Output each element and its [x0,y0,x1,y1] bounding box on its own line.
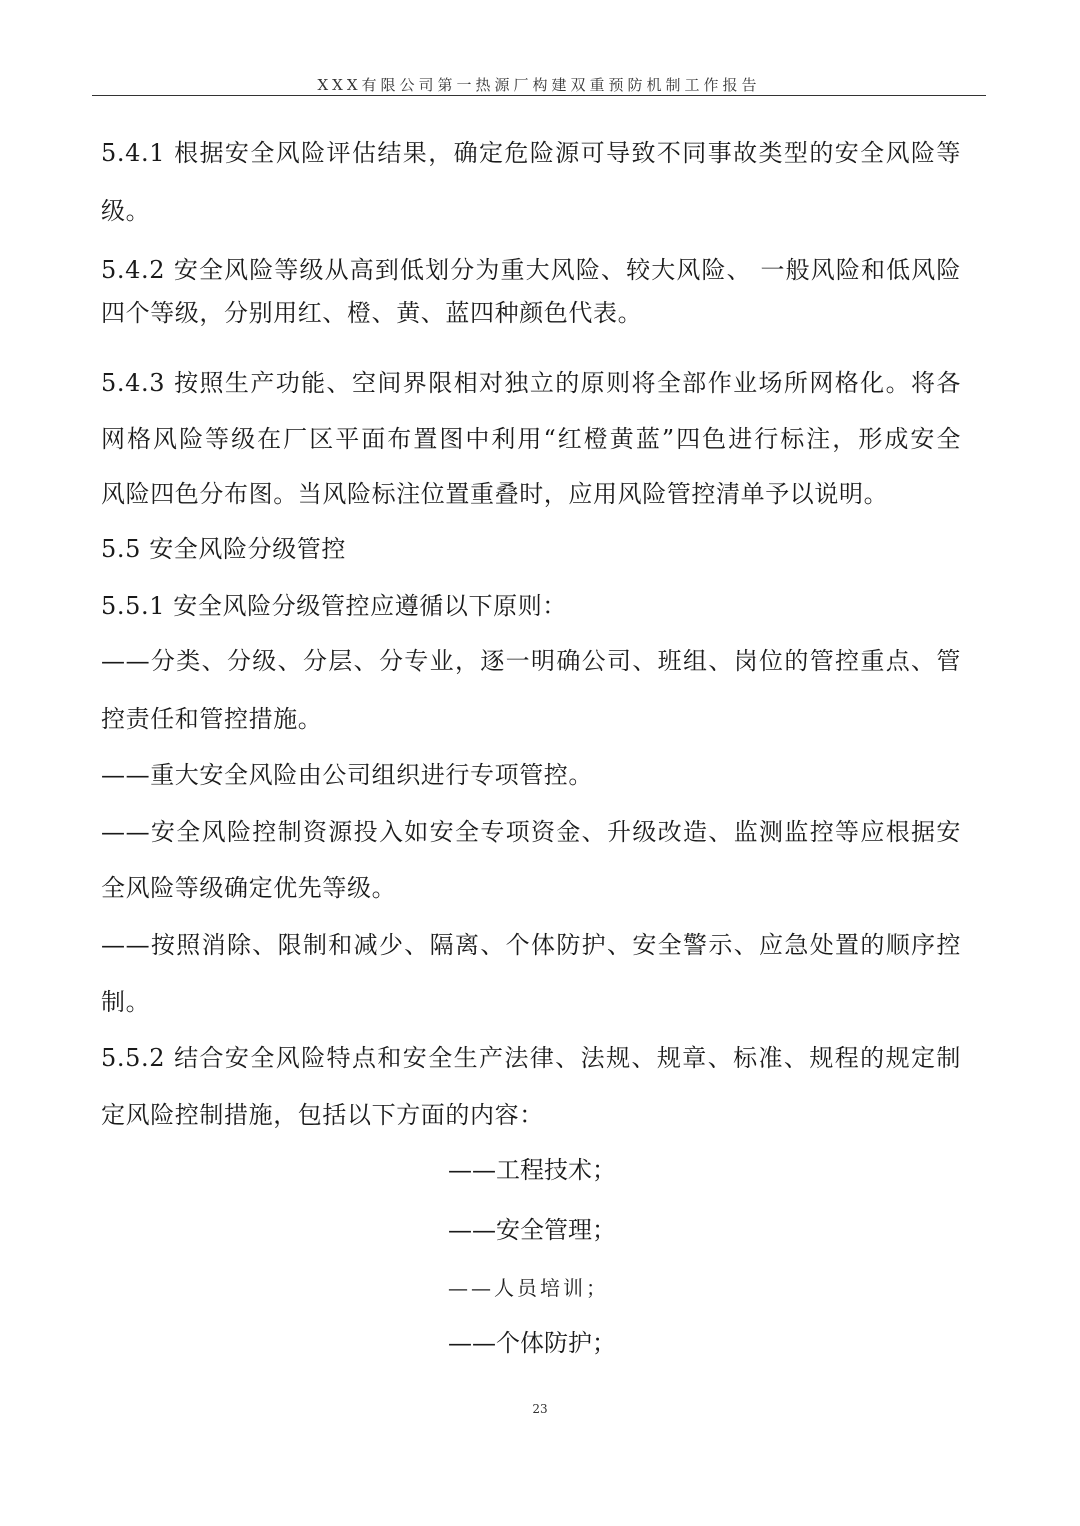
paragraph-5-4-2-line-2: 四个等级，分别用红、橙、黄、蓝四种颜色代表。 [101,299,643,327]
bullet-3-line-2: 全风险等级确定优先等级。 [101,874,397,902]
paragraph-5-5-2-line-2: 定风险控制措施，包括以下方面的内容： [101,1101,544,1129]
header-divider [92,95,986,96]
section-5-5-title: 5.5 安全风险分级管控 [101,535,346,563]
list-item-training: ——人员培训； [448,1276,609,1300]
bullet-4-line-1: ——按照消除、限制和减少、隔离、个体防护、安全警示、应急处置的顺序控 [101,931,961,959]
bullet-4-line-2: 制。 [101,988,151,1016]
paragraph-5-4-1-line-2: 级。 [101,197,151,225]
paragraph-5-4-2-line-1: 5.4.2 安全风险等级从高到低划分为重大风险、较大风险、 一般风险和低风险 [101,256,961,284]
paragraph-5-4-1-line-1: 5.4.1 根据安全风险评估结果，确定危险源可导致不同事故类型的安全风险等 [101,139,961,167]
paragraph-5-4-3-line-2: 网格风险等级在厂区平面布置图中利用“红橙黄蓝”四色进行标注，形成安全 [101,425,961,453]
paragraph-5-5-2-line-1: 5.5.2 结合安全风险特点和安全生产法律、法规、规章、标准、规程的规定制 [101,1044,961,1072]
paragraph-5-4-3-line-1: 5.4.3 按照生产功能、空间界限相对独立的原则将全部作业场所网格化。将各 [101,369,961,397]
paragraph-5-4-3-line-3: 风险四色分布图。当风险标注位置重叠时，应用风险管控清单予以说明。 [101,480,889,508]
page-number: 23 [532,1402,548,1416]
bullet-1-line-2: 控责任和管控措施。 [101,705,323,733]
list-item-safety-management: ——安全管理； [448,1216,616,1244]
bullet-2: ——重大安全风险由公司组织进行专项管控。 [101,761,593,789]
bullet-3-line-1: ——安全风险控制资源投入如安全专项资金、升级改造、监测监控等应根据安 [101,818,961,846]
bullet-1-line-1: ——分类、分级、分层、分专业，逐一明确公司、班组、岗位的管控重点、管 [101,647,961,675]
list-item-personal-protection: ——个体防护； [448,1329,616,1357]
paragraph-5-5-1: 5.5.1 安全风险分级管控应遵循以下原则： [101,592,567,620]
list-item-engineering: ——工程技术； [448,1156,616,1184]
document-header: XXX有限公司第一热源厂构建双重预防机制工作报告 [317,76,761,94]
